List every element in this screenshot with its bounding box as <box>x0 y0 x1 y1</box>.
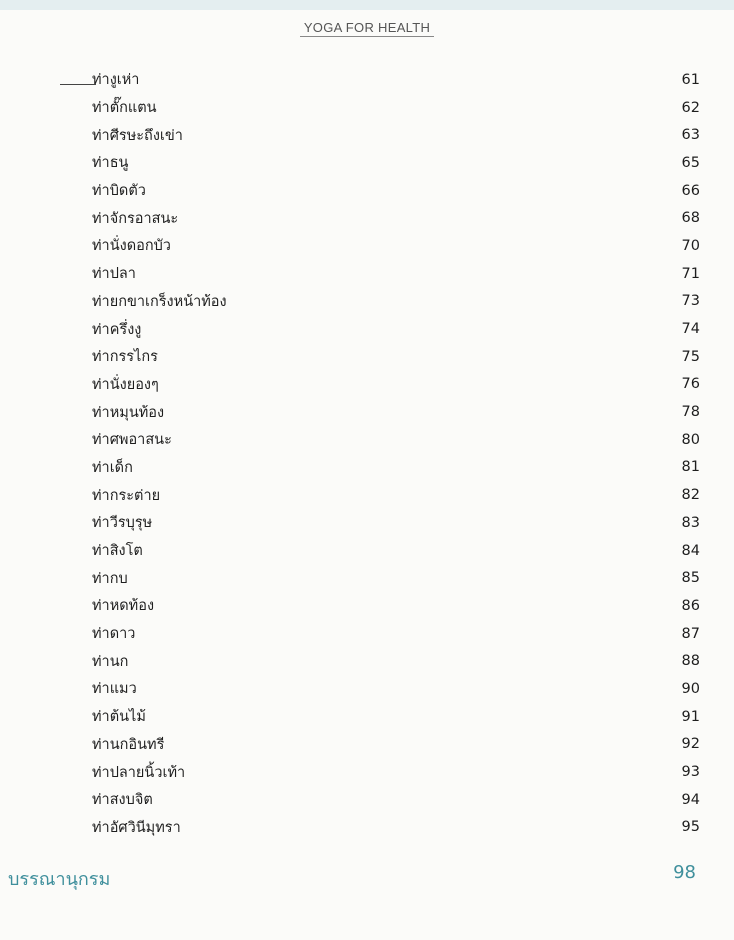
toc-entry <box>90 260 700 288</box>
toc-entry-page: 61 <box>681 71 700 88</box>
toc-entry <box>90 315 700 343</box>
toc-entry-page: 81 <box>681 459 700 476</box>
toc-entry-title: ท่าปลา <box>92 266 136 283</box>
toc-entry-page: 80 <box>681 431 700 448</box>
toc-entry <box>90 814 700 842</box>
toc-entry-title: ท่าเด็ก <box>92 459 133 476</box>
toc-entry <box>90 149 700 177</box>
toc-entry <box>90 620 700 648</box>
toc-entry <box>90 426 700 454</box>
toc-entry-page: 82 <box>681 487 700 504</box>
toc-entry-title: ท่าธนู <box>92 155 129 172</box>
toc-entry-title: ท่าสงบจิต <box>92 792 153 809</box>
toc-entry <box>90 731 700 759</box>
toc-entry-title: ท่าอัศวินีมุทรา <box>92 819 181 836</box>
toc-entry-page: 86 <box>681 597 700 614</box>
toc-entry-page: 62 <box>681 99 700 116</box>
toc-entry <box>90 786 700 814</box>
toc-entry-title: ท่าหดท้อง <box>92 598 155 615</box>
toc-entry-page: 63 <box>681 127 700 144</box>
toc-entry <box>90 647 700 675</box>
toc-entry-title: ท่านั่งดอกบัว <box>92 238 171 255</box>
toc-entry-page: 66 <box>681 182 700 199</box>
toc-entry-title: ท่านก <box>92 653 129 670</box>
toc-entry <box>90 537 700 565</box>
toc-entry <box>90 204 700 232</box>
toc-entry-page: 83 <box>681 514 700 531</box>
toc-entry <box>90 121 700 149</box>
toc-entry-title: ท่ายกขาเกร็งหน้าท้อง <box>92 293 227 310</box>
toc-entry <box>90 675 700 703</box>
toc-entry-title: ท่าศพอาสนะ <box>92 432 172 449</box>
book-title: YOGA FOR HEALTH <box>300 20 434 37</box>
toc-entry-page: 85 <box>681 570 700 587</box>
toc-entry <box>90 288 700 316</box>
toc-entry <box>90 703 700 731</box>
toc-entry <box>90 94 700 122</box>
toc-entry-page: 84 <box>681 542 700 559</box>
toc-entry-title: ท่าแมว <box>92 681 137 698</box>
toc-entry-title: ท่ากรรไกร <box>92 349 158 366</box>
toc-entry-title: ท่านั่งยองๆ <box>92 376 159 393</box>
toc-entry-title: ท่าปลายนิ้วเท้า <box>92 764 186 781</box>
toc-entry-title: ท่าครึ่งงู <box>92 321 142 338</box>
toc-entry <box>90 454 700 482</box>
toc-entry <box>90 592 700 620</box>
toc-entry-page: 75 <box>681 348 700 365</box>
toc-entry-page: 91 <box>681 708 700 725</box>
toc-entry <box>90 232 700 260</box>
toc-entry-page: 87 <box>681 625 700 642</box>
toc-entry <box>90 177 700 205</box>
toc-entry <box>90 398 700 426</box>
toc-entry-page: 73 <box>681 293 700 310</box>
toc-entry-page: 88 <box>681 653 700 670</box>
toc-entry-page: 94 <box>681 791 700 808</box>
toc-entry-page: 93 <box>681 764 700 781</box>
top-band <box>0 0 734 10</box>
toc-entry-page: 92 <box>681 736 700 753</box>
toc-entry-title: ท่าต้นไม้ <box>92 709 146 726</box>
toc-entry-page: 65 <box>681 154 700 171</box>
toc-entry <box>90 758 700 786</box>
toc-entry-page: 70 <box>681 237 700 254</box>
toc-entry-page: 95 <box>681 819 700 836</box>
toc-entry <box>90 509 700 537</box>
toc-entry-title: ท่ากบ <box>92 570 128 587</box>
toc-entry-title: ท่าดาว <box>92 626 136 643</box>
toc-entry <box>90 371 700 399</box>
toc-entry-title: ท่าบิดตัว <box>92 183 146 200</box>
toc-entry-title: ท่าศีรษะถึงเข่า <box>92 127 183 144</box>
toc-entry-page: 68 <box>681 210 700 227</box>
toc-entry <box>90 66 700 94</box>
toc-entry-title: ท่าสิงโต <box>92 543 143 560</box>
toc-entry-title: ท่าจักรอาสนะ <box>92 210 179 227</box>
bibliography-label: บรรณานุกรม <box>8 869 111 890</box>
toc-entry-title: ท่าหมุนท้อง <box>92 404 165 421</box>
toc-entry <box>90 343 700 371</box>
toc-entry-page: 76 <box>681 376 700 393</box>
toc-entry-title: ท่าตั๊กแตน <box>92 100 157 117</box>
toc-entry-title: ท่านกอินทรี <box>92 736 165 753</box>
toc-entry-page: 90 <box>681 680 700 697</box>
toc-entry-title: ท่าวีรบุรุษ <box>92 515 153 532</box>
table-of-contents <box>90 66 700 841</box>
running-header <box>0 20 734 37</box>
bibliography-page: 98 <box>673 862 696 883</box>
toc-entry-page: 78 <box>681 404 700 421</box>
toc-entry-title: ท่ากระต่าย <box>92 487 161 504</box>
toc-entry-page: 74 <box>681 321 700 338</box>
toc-entry-title: ท่างูเห่า <box>92 72 140 89</box>
toc-entry-page: 71 <box>681 265 700 282</box>
toc-entry <box>90 564 700 592</box>
toc-entry <box>90 481 700 509</box>
